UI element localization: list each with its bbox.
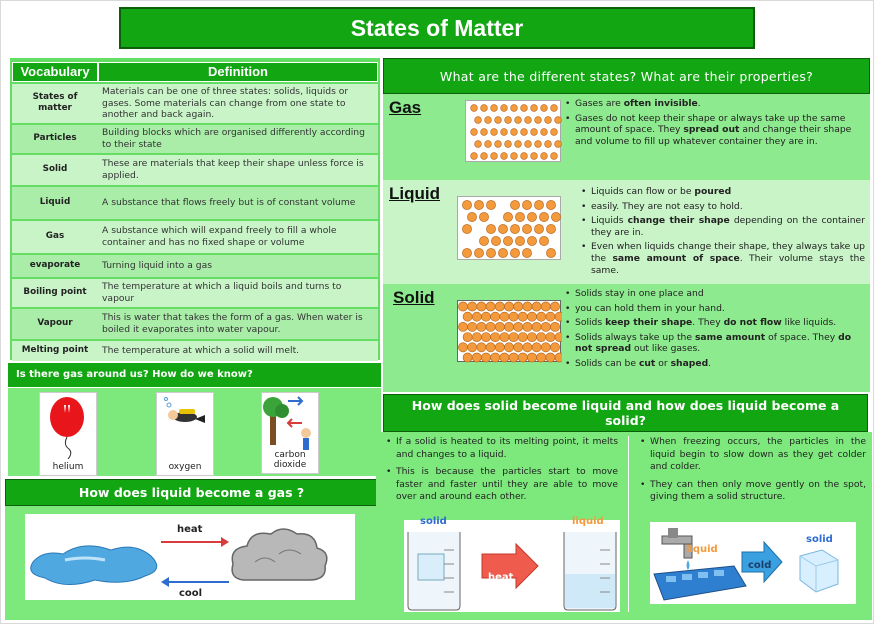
solid-liquid-heading: How does solid become liquid and how does liquid become a solid? [383, 394, 868, 432]
particle [527, 353, 536, 362]
page-title: States of Matter [119, 7, 755, 49]
particle [509, 353, 518, 362]
particle [474, 248, 483, 257]
particle [495, 302, 504, 311]
particle [541, 343, 550, 352]
gas-particles-icon [466, 101, 562, 163]
particle [491, 353, 500, 362]
diver-icon [157, 393, 215, 459]
melting-explanation [384, 436, 618, 509]
particle [537, 312, 546, 321]
particle [504, 343, 513, 352]
particle [527, 333, 536, 342]
particle [495, 322, 504, 331]
particle [509, 333, 518, 342]
particle [495, 117, 502, 124]
particle [521, 105, 528, 112]
particle [511, 105, 518, 112]
liquid-gas-heading: How does liquid become a gas ? [5, 479, 378, 506]
particle [541, 322, 550, 331]
particle [555, 141, 562, 148]
solid-liquid-panel [376, 432, 872, 620]
particle [472, 312, 481, 321]
table-row [12, 125, 378, 153]
particle [551, 153, 558, 160]
gas-properties [563, 98, 865, 150]
vocab-term: Vapour [12, 309, 98, 339]
particle [471, 153, 478, 160]
particle [500, 333, 509, 342]
particle [486, 302, 495, 311]
particle [535, 141, 542, 148]
particle [510, 248, 519, 257]
particle [518, 353, 527, 362]
particle [555, 117, 562, 124]
liquid-particles [457, 196, 561, 260]
particle [532, 302, 541, 311]
melt-arrow-label: heat [488, 572, 514, 583]
freeze-to-label: solid [806, 534, 833, 545]
particle [522, 224, 531, 233]
card-caption: helium [52, 462, 84, 472]
particle [504, 302, 513, 311]
particle [475, 117, 482, 124]
list-item: • They can then only move gently on the spot, giving them a solid structure. [638, 479, 866, 504]
freezing-explanation [638, 436, 866, 509]
particle [486, 224, 495, 233]
particle [462, 248, 471, 257]
particle [537, 333, 546, 342]
heat-arrow-icon [404, 520, 620, 612]
particle [474, 200, 483, 209]
particle [515, 236, 524, 245]
particle [479, 212, 488, 221]
gas-title: Gas [389, 98, 422, 117]
particle [518, 312, 527, 321]
list-item: • Gases do not keep their shape or always take up the same amount of space. They spread out and change their shape and volume to fill up whatever container they are in. [563, 113, 865, 148]
particle [498, 224, 507, 233]
vocab-definition: Turning liquid into a gas [98, 255, 378, 277]
particle [541, 105, 548, 112]
vocab-definition: The temperature at which a liquid boils and turns to vapour [98, 279, 378, 307]
vocab-header-definition: Definition [98, 62, 378, 82]
table-row [12, 84, 378, 123]
particle [534, 224, 543, 233]
particle [463, 312, 472, 321]
liquid-row [383, 180, 870, 284]
list-item: • If a solid is heated to its melting point, it melts and changes to a liquid. [384, 436, 618, 461]
particle [491, 129, 498, 136]
particle [523, 343, 532, 352]
vocab-header-term: Vocabulary [12, 62, 98, 82]
particle [495, 141, 502, 148]
particle [486, 248, 495, 257]
particle [458, 322, 467, 331]
particle [525, 117, 532, 124]
particle [546, 200, 555, 209]
particle [522, 248, 531, 257]
particle [505, 141, 512, 148]
vocab-term: Melting point [12, 341, 98, 361]
gas-particles [465, 100, 561, 162]
particle [537, 353, 546, 362]
table-row [12, 255, 378, 277]
particle [555, 353, 562, 362]
list-item: • easily. They are not easy to hold. [579, 201, 865, 213]
list-item: • Solids stay in one place and [563, 288, 863, 300]
helium-card [39, 392, 97, 476]
particle [501, 153, 508, 160]
vocab-definition: The temperature at which a solid will melt. [98, 341, 378, 361]
particle [523, 302, 532, 311]
particle [501, 129, 508, 136]
vocab-table [12, 60, 378, 363]
particle [481, 105, 488, 112]
particle [475, 141, 482, 148]
particle [491, 333, 500, 342]
particle [546, 312, 555, 321]
particle [551, 129, 558, 136]
vocabulary-table [10, 58, 380, 360]
vocab-definition: A substance which will expand freely to fill a whole container and has no fixed shape or volume [98, 221, 378, 253]
card-caption: oxygen [168, 462, 202, 472]
particle [463, 353, 472, 362]
particle [532, 322, 541, 331]
particle [491, 153, 498, 160]
particle [555, 333, 562, 342]
particle [527, 236, 536, 245]
vocab-definition: Building blocks which are organised differently according to their state [98, 125, 378, 153]
particle [514, 302, 523, 311]
balloon-icon [40, 393, 98, 459]
particle [458, 343, 467, 352]
melting-diagram [404, 516, 620, 612]
list-item: • you can hold them in your hand. [563, 303, 863, 315]
particle [467, 212, 476, 221]
particle [531, 129, 538, 136]
particle [515, 141, 522, 148]
particle [518, 333, 527, 342]
particle [481, 129, 488, 136]
gas-examples-panel [8, 388, 381, 476]
particle [545, 141, 552, 148]
liquid-properties [579, 186, 865, 279]
list-item: • Even when liquids change their shape, they always take up the same amount of space. Their volume stays the same. [579, 241, 865, 276]
particle [539, 236, 548, 245]
carbon-dioxide-card [261, 392, 319, 474]
particle [545, 117, 552, 124]
list-item: • This is because the particles start to move faster and faster until they are able to move over and around each other. [384, 466, 618, 504]
particle [491, 236, 500, 245]
liquid-gas-panel [5, 506, 378, 620]
particle [486, 343, 495, 352]
vocab-definition: This is water that takes the form of a gas. When water is boiled it evaporates into water vapour. [98, 309, 378, 339]
table-row [12, 187, 378, 219]
particle [531, 105, 538, 112]
gas-question-heading: Is there gas around us? How do we know? [8, 363, 381, 387]
particle [522, 200, 531, 209]
melt-to-label: liquid [572, 516, 604, 527]
particle [477, 302, 486, 311]
particle [527, 212, 536, 221]
particle [509, 312, 518, 321]
vocab-term: Solid [12, 155, 98, 185]
particle [550, 302, 559, 311]
particle [515, 212, 524, 221]
particle [495, 343, 504, 352]
particle [535, 117, 542, 124]
cool-label: cool [179, 588, 203, 599]
vocab-term: Gas [12, 221, 98, 253]
vocab-definition: Materials can be one of three states: solids, liquids or gases. Some materials can change from one state to another and back again. [98, 84, 378, 123]
particle [500, 312, 509, 321]
list-item: • Solids keep their shape. They do not flow like liquids. [563, 317, 863, 329]
particle [462, 224, 471, 233]
solid-particles [457, 300, 561, 362]
column-divider [628, 436, 629, 612]
particle [479, 236, 488, 245]
liquid-title: Liquid [389, 184, 440, 203]
particle [471, 129, 478, 136]
particle [462, 200, 471, 209]
particle [458, 302, 467, 311]
particle [525, 141, 532, 148]
particle [521, 129, 528, 136]
particle [523, 322, 532, 331]
particle [541, 302, 550, 311]
list-item: • When freezing occurs, the particles in the liquid begin to slow down as they get colder and colder. [638, 436, 866, 474]
particle [511, 153, 518, 160]
particle [551, 105, 558, 112]
particle [551, 212, 560, 221]
solid-title: Solid [393, 288, 435, 307]
particle [546, 333, 555, 342]
table-row [12, 155, 378, 185]
vocab-definition: These are materials that keep their shape unless force is applied. [98, 155, 378, 185]
melt-from-label: solid [420, 516, 447, 527]
evaporation-diagram [25, 514, 355, 600]
particle [532, 343, 541, 352]
particle [485, 141, 492, 148]
particle [510, 224, 519, 233]
particle [546, 224, 555, 233]
particle [472, 353, 481, 362]
list-item: • Solids can be cut or shaped. [563, 358, 863, 370]
particle [514, 343, 523, 352]
particle [468, 322, 477, 331]
particle [514, 322, 523, 331]
particle [477, 322, 486, 331]
particle [521, 153, 528, 160]
particle [534, 200, 543, 209]
particle [504, 322, 513, 331]
particle [491, 312, 500, 321]
liquid-particles-icon [458, 197, 562, 261]
freeze-from-label: liquid [686, 544, 718, 555]
oxygen-card [156, 392, 214, 476]
particle [481, 312, 490, 321]
particle [515, 117, 522, 124]
particle [546, 248, 555, 257]
particle [486, 322, 495, 331]
particle [550, 343, 559, 352]
particle [546, 353, 555, 362]
particle [527, 312, 536, 321]
freezing-diagram [650, 522, 856, 604]
particle [550, 322, 559, 331]
list-item: • Liquids change their shape depending on the container they are in. [579, 215, 865, 238]
table-row [12, 221, 378, 253]
particle [555, 312, 562, 321]
particle [501, 105, 508, 112]
tree-icon [262, 393, 320, 453]
table-row [12, 341, 378, 361]
particle [472, 333, 481, 342]
particle [486, 200, 495, 209]
particle [463, 333, 472, 342]
vocab-term: States of matter [12, 84, 98, 123]
particle [481, 153, 488, 160]
particle [485, 117, 492, 124]
particle [510, 200, 519, 209]
table-row [12, 309, 378, 339]
vocab-term: Boiling point [12, 279, 98, 307]
vocab-term: evaporate [12, 255, 98, 277]
particle [531, 153, 538, 160]
particle [503, 236, 512, 245]
heat-label: heat [177, 524, 203, 535]
particle [468, 343, 477, 352]
particle [481, 353, 490, 362]
list-item: • Solids always take up the same amount of space. They do not spread out like gases. [563, 332, 863, 355]
vocab-term: Liquid [12, 187, 98, 219]
particle [541, 153, 548, 160]
particle [468, 302, 477, 311]
solid-particles-icon [458, 301, 562, 363]
particle [539, 212, 548, 221]
gas-row [383, 94, 870, 180]
vocab-definition: A substance that flows freely but is of constant volume [98, 187, 378, 219]
states-heading: What are the different states? What are their properties? [383, 58, 870, 94]
card-caption: carbon dioxide [273, 450, 307, 470]
table-row [12, 279, 378, 307]
particle [500, 353, 509, 362]
list-item: • Gases are often invisible. [563, 98, 865, 110]
particle [511, 129, 518, 136]
particle [471, 105, 478, 112]
particle [477, 343, 486, 352]
particle [491, 105, 498, 112]
particle [503, 212, 512, 221]
vocab-term: Particles [12, 125, 98, 153]
freeze-arrow-label: cold [748, 560, 772, 571]
solid-properties [563, 288, 863, 373]
particle [481, 333, 490, 342]
particle [541, 129, 548, 136]
particle [505, 117, 512, 124]
particle [498, 248, 507, 257]
solid-row [383, 284, 870, 392]
list-item: • Liquids can flow or be poured [579, 186, 865, 198]
